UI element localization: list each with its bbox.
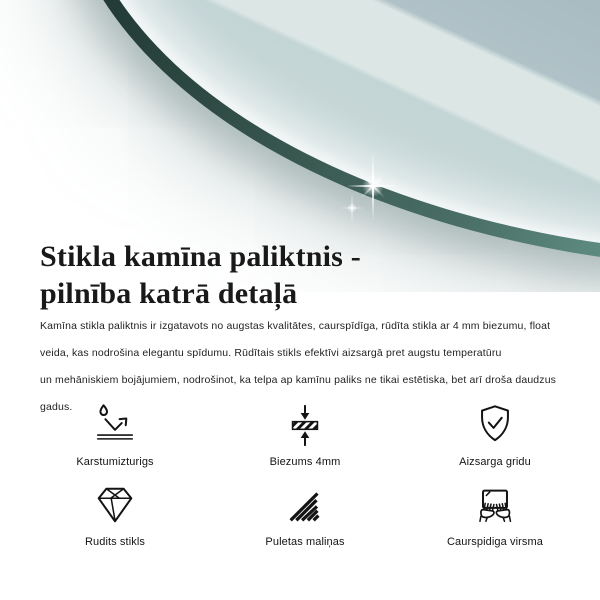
feature-row-1 xyxy=(40,402,570,468)
feature-polished-edges xyxy=(230,482,380,548)
feature-label: Aizsarga gridu xyxy=(459,456,531,468)
polished-edges-icon xyxy=(282,482,328,528)
page-title xyxy=(40,238,361,312)
title-line-2: pilnība katrā detaļā xyxy=(40,277,298,310)
feature-row-2 xyxy=(40,482,570,548)
description-line: gadus. xyxy=(40,401,73,413)
feature-tempered-glass xyxy=(40,482,190,548)
feature-grid xyxy=(40,402,570,548)
feature-label: Caurspidiga virsma xyxy=(447,536,543,548)
feature-thickness xyxy=(230,402,380,468)
feature-label: Biezums 4mm xyxy=(269,456,341,468)
description-line: Kamīna stikla paliktnis ir izgatavots no augstas kvalitātes, caurspīdīga, rūdīta stikla ar 4 mm biezumu, float xyxy=(40,320,551,332)
title-line-1: Stikla kamīna paliktnis - xyxy=(40,240,361,273)
diamond-icon xyxy=(92,482,138,528)
thickness-icon xyxy=(282,402,328,448)
feature-heat-resistant xyxy=(40,402,190,468)
glass-plate-surface xyxy=(74,0,600,256)
heat-resistant-icon xyxy=(92,402,138,448)
feature-label: Rudits stikls xyxy=(85,536,145,548)
description-line: veida, kas nodrošina elegantu spīdumu. Rūdītais stikls efektīvi aizsargā pret augstu temperatūru xyxy=(40,347,502,359)
hands-glass-icon xyxy=(472,482,518,528)
description-line: un mehāniskiem bojājumiem, nodrošinot, ka telpa ap kamīnu paliks ne tikai estētiska, bet arī droša daudzus xyxy=(40,374,557,386)
feature-label: Karstumizturigs xyxy=(76,456,154,468)
shield-check-icon xyxy=(472,402,518,448)
feature-label: Puletas maliņas xyxy=(265,536,345,548)
feature-floor-protection xyxy=(420,402,570,468)
feature-transparent-surface xyxy=(420,482,570,548)
